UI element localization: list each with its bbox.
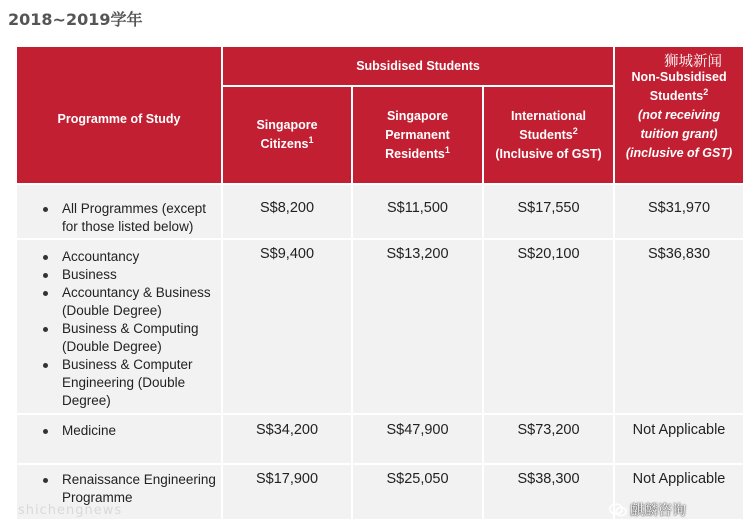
header-pr-line1: Singapore: [386, 108, 449, 123]
list-item: [43, 320, 217, 356]
programme-name: Medicine: [62, 423, 117, 438]
fee-pr: S$25,050: [352, 464, 483, 520]
watermark-bottom-right: 麒麟咨询: [630, 503, 686, 519]
list-item: [43, 422, 217, 440]
header-intl-line1: International: [511, 108, 587, 123]
programme-name: Accountancy: [62, 249, 140, 264]
list-item: [43, 248, 217, 266]
fee-sg-citizens: S$17,900: [222, 464, 352, 520]
programme-cell: [16, 184, 222, 239]
header-sg-line2: Citizens: [260, 137, 309, 151]
programme-name: Business: [62, 267, 117, 282]
header-non-sub-line4: tuition grant): [640, 126, 718, 141]
fee-international: S$17,550: [483, 184, 614, 239]
header-non-sub-line2: Students: [649, 88, 704, 103]
page-title: 2018~2019学年: [8, 10, 143, 29]
programme-name: Renaissance Engineering Programme: [62, 472, 216, 505]
tuition-fee-table: [15, 45, 745, 521]
header-intl-line3: (Inclusive of GST): [495, 146, 602, 161]
header-sg-line1: Singapore: [256, 118, 318, 132]
fee-pr: S$11,500: [352, 184, 483, 239]
header-non-sub-line1: Non-Subsidised: [631, 69, 727, 84]
fee-sg-citizens: S$34,200: [222, 414, 352, 464]
programme-cell: [16, 239, 222, 414]
header-intl-line2: Students: [519, 127, 573, 142]
header-pr-line3: Residents: [385, 146, 445, 161]
footnote-marker: 1: [308, 134, 314, 145]
footnote-marker: 1: [444, 144, 450, 155]
programme-name: Business & Computer Engineering (Double Degree): [62, 357, 193, 408]
list-item: [43, 284, 217, 320]
programme-name: All Programmes (except for those listed below): [62, 201, 207, 234]
footnote-marker: 2: [703, 86, 709, 97]
fee-non-subsidised: S$31,970: [614, 184, 744, 239]
fee-pr: S$13,200: [352, 239, 483, 414]
header-programme: Programme of Study: [16, 46, 222, 184]
header-non-sub-line3: (not receiving: [638, 107, 720, 122]
fee-sg-citizens: S$9,400: [222, 239, 352, 414]
list-item: [43, 266, 217, 284]
header-pr-line2: Permanent: [385, 127, 450, 142]
header-sg-citizens: [222, 86, 352, 184]
fee-international: S$20,100: [483, 239, 614, 414]
list-item: [43, 471, 217, 507]
table-row: [16, 414, 744, 464]
watermark-bottom-left: shichengnews: [18, 503, 123, 518]
fee-international: S$38,300: [483, 464, 614, 520]
list-item: [43, 356, 217, 410]
header-non-sub-line5: (inclusive of GST): [625, 145, 733, 160]
fee-pr: S$47,900: [352, 414, 483, 464]
header-row-1: [16, 46, 744, 86]
header-international: [483, 86, 614, 184]
header-pr: [352, 86, 483, 184]
fee-non-subsidised: Not Applicable: [614, 414, 744, 464]
fee-non-subsidised: Not Applicable: [614, 464, 744, 520]
programme-cell: [16, 414, 222, 464]
programme-name: Accountancy & Business (Double Degree): [62, 285, 211, 318]
chat-bubble-icon: [609, 503, 627, 517]
footnote-marker: 2: [572, 125, 578, 136]
fee-sg-citizens: S$8,200: [222, 184, 352, 239]
header-subsidised: Subsidised Students: [222, 46, 614, 86]
table-row: [16, 239, 744, 414]
list-item: [43, 200, 217, 236]
table-row: [16, 184, 744, 239]
watermark-top: 狮城新闻: [664, 54, 722, 70]
fee-international: S$73,200: [483, 414, 614, 464]
fee-non-subsidised: S$36,830: [614, 239, 744, 414]
programme-name: Business & Computing (Double Degree): [62, 321, 199, 354]
